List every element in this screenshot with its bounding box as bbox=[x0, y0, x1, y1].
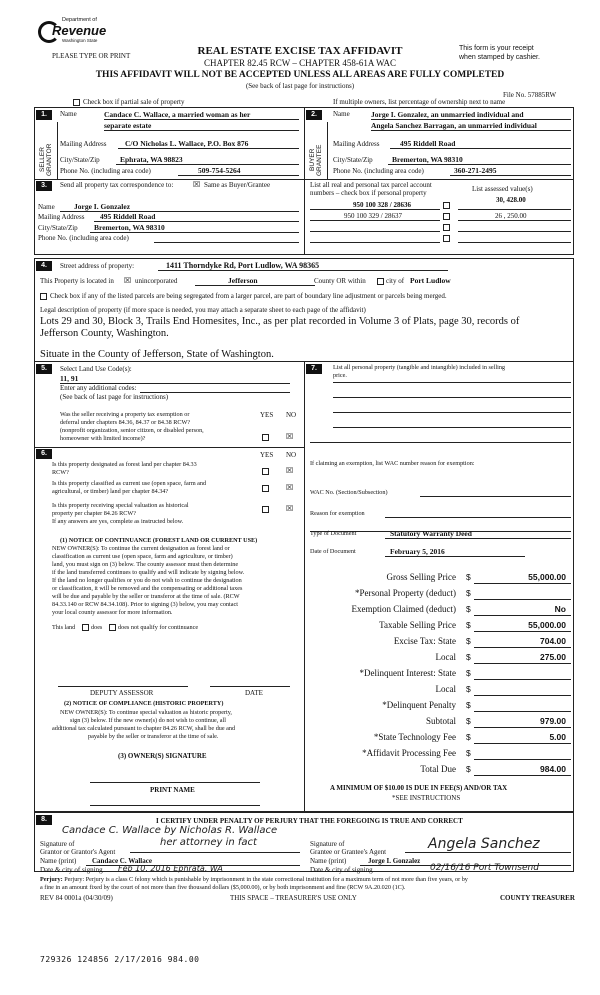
parcel-number: 950 100 328 / 28636 bbox=[353, 201, 411, 209]
sec3-city-label: City/State/Zip bbox=[38, 224, 78, 232]
continuance-text-1: NEW OWNER(S): To continue the current designation as forest land or bbox=[52, 545, 230, 552]
buyer-name-line-2: Angela Sanchez Barragan, an unmarried individual bbox=[371, 121, 537, 130]
currency-sign: $ bbox=[466, 668, 471, 678]
form-warning: THIS AFFIDAVIT WILL NOT BE ACCEPTED UNLESS ALL AREAS ARE FULLY COMPLETED bbox=[95, 70, 505, 80]
currency-sign: $ bbox=[466, 636, 471, 646]
total-row-label: Excise Tax: State bbox=[393, 636, 456, 646]
perjury-text-1-body: Perjury: Perjury is a class C felony which is punishable by imprisonment in the state correctional institution for a maximum term of not more than five years, or by bbox=[64, 876, 468, 883]
logo-revenue-text: Revenue bbox=[52, 23, 107, 38]
land-does-not-checkbox[interactable] bbox=[109, 624, 116, 631]
buyer-mail-label: Mailing Address bbox=[333, 140, 380, 148]
currency-sign: $ bbox=[466, 732, 471, 742]
currency-sign: $ bbox=[466, 684, 471, 694]
seller-mail-label: Mailing Address bbox=[60, 140, 107, 148]
total-row-underline bbox=[474, 599, 571, 600]
total-row-underline bbox=[474, 583, 571, 584]
grantor-signature: Candace C. Wallace by Nicholas R. Wallace bbox=[62, 825, 278, 836]
same-as-buyer-checkbox[interactable]: ☒ bbox=[193, 180, 201, 189]
total-row-underline bbox=[474, 631, 571, 632]
total-row-underline bbox=[474, 679, 571, 680]
continuance-text-2: classification as current use (open space, farm and agriculture, or timber) bbox=[52, 553, 233, 560]
continuance-title: (1) NOTICE OF CONTINUANCE (FOREST LAND OR CURRENT USE) bbox=[60, 537, 258, 544]
forest-land-question-1: Is this property designated as forest land per chapter 84.33 bbox=[52, 461, 197, 468]
total-row-label: *Personal Property (deduct) bbox=[355, 588, 456, 598]
buyer-name-label: Name bbox=[333, 110, 350, 118]
total-row-underline bbox=[474, 759, 571, 760]
total-row-label: Local bbox=[435, 652, 456, 662]
total-row-underline bbox=[474, 615, 571, 616]
owner-signature-label: (3) OWNER(S) SIGNATURE bbox=[118, 752, 207, 760]
buyer-name-line-1: Jorge I. Gonzalez, an unmarried individual and bbox=[371, 110, 524, 119]
land-does-checkbox[interactable] bbox=[82, 624, 89, 631]
please-type-label: PLEASE TYPE OR PRINT bbox=[52, 52, 131, 60]
certify-statement: I CERTIFY UNDER PENALTY OF PERJURY THAT THE FOREGOING IS TRUE AND CORRECT bbox=[156, 817, 463, 825]
logo-dept-text: Department of bbox=[62, 17, 97, 23]
continuance-text-9: your local county assessor for more information. bbox=[52, 609, 173, 616]
grantor-signature-attorney: her attorney in fact bbox=[160, 837, 257, 848]
sec6-yes-header: YES bbox=[260, 451, 274, 459]
send-correspondence-label: Send all property tax correspondence to: bbox=[60, 181, 174, 189]
seller-city: Ephrata, WA 98823 bbox=[120, 155, 183, 164]
personal-property-label-2: price. bbox=[333, 372, 347, 379]
exemption-yes-checkbox[interactable] bbox=[262, 434, 269, 441]
total-row-underline bbox=[474, 647, 571, 648]
historic-text-1: NEW OWNER(S): To continue special valuation as historic property, bbox=[60, 709, 232, 716]
county-treasurer-label: COUNTY TREASURER bbox=[500, 894, 575, 902]
file-number: File No. 57885RW bbox=[503, 91, 557, 99]
total-row-value: 5.00 bbox=[549, 732, 566, 742]
historic-text-4: payable by the seller or transferor at the time of sale. bbox=[88, 733, 219, 740]
sec5-no-header: NO bbox=[286, 411, 297, 419]
parcel-number: 950 100 329 / 28637 bbox=[344, 212, 402, 220]
current-use-question-2: agricultural, or timber) land per chapter 84.34? bbox=[52, 488, 169, 495]
current-use-no-checkbox[interactable]: ☒ bbox=[286, 483, 294, 492]
sec6-no-header: NO bbox=[286, 451, 297, 459]
unincorporated-label: unincorporated bbox=[135, 277, 178, 285]
historic-text-2: sign (3) below. If the new owner(s) do not wish to continue, all bbox=[70, 717, 226, 724]
revenue-logo bbox=[38, 16, 107, 46]
currency-sign: $ bbox=[466, 764, 471, 774]
answers-yes-note: If any answers are yes, complete as instructed below. bbox=[52, 518, 184, 525]
personal-property-label-1: List all personal property (tangible and intangible) included in selling bbox=[333, 364, 506, 371]
buyer-city: Bremerton, WA 98310 bbox=[392, 155, 463, 164]
total-row-label: Taxable Selling Price bbox=[379, 620, 456, 630]
sec3-city: Bremerton, WA 98310 bbox=[94, 223, 165, 232]
sec3-mail-label: Mailing Address bbox=[38, 213, 85, 221]
total-row-underline bbox=[474, 695, 571, 696]
sec3-phone-label: Phone No. (including area code) bbox=[38, 234, 129, 242]
document-date: February 5, 2016 bbox=[390, 547, 445, 556]
seller-name-line-1: Candace C. Wallace, a married woman as her bbox=[104, 110, 251, 119]
located-in-label: This Property is located in bbox=[40, 277, 114, 285]
section-7-number: 7. bbox=[306, 364, 322, 374]
document-type: Statutory Warranty Deed bbox=[390, 529, 472, 538]
continuance-text-7: will be due and payable by the seller or transferor at the time of sale. (RCW bbox=[52, 593, 240, 600]
grantor-name: Candace C. Wallace bbox=[92, 857, 152, 865]
exemption-question-1: Was the seller receiving a property tax exemption or bbox=[60, 411, 190, 418]
section-6-number: 6. bbox=[36, 449, 52, 459]
historic-notice-title: (2) NOTICE OF COMPLIANCE (HISTORIC PROPERTY) bbox=[64, 700, 224, 707]
currency-sign: $ bbox=[466, 572, 471, 582]
legal-description-line-3: Situate in the County of Jefferson, State of Washington. bbox=[40, 349, 274, 360]
parcel-list-label-1: List all real and personal tax parcel account bbox=[310, 181, 432, 189]
continuance-text-5: If the land no longer qualifies or you do not wish to continue the designation bbox=[52, 577, 242, 584]
section-3-number: 3. bbox=[36, 181, 52, 191]
grantor-name-label: Name (print) bbox=[40, 857, 77, 865]
total-row-value: 55,000.00 bbox=[528, 572, 566, 582]
additional-codes-note: (See back of last page for instructions) bbox=[60, 393, 169, 401]
sec3-name: Jorge I. Gonzalez bbox=[74, 202, 131, 211]
total-row-underline bbox=[474, 743, 571, 744]
grantee-signature: Angela Sanchez bbox=[428, 836, 540, 852]
buyer-phone-label: Phone No. (including area code) bbox=[333, 167, 424, 175]
see-back-note: (See back of last page for instructions) bbox=[245, 82, 355, 90]
total-row-underline bbox=[474, 711, 571, 712]
continuance-text-4: if the land transferred continues to qualify and will indicate by signing below. bbox=[52, 569, 245, 576]
historic-no-checkbox[interactable]: ☒ bbox=[286, 504, 294, 513]
total-row-label: *State Technology Fee bbox=[373, 732, 456, 742]
seller-phone: 509-754-5264 bbox=[198, 166, 241, 175]
personal-property-checkbox[interactable] bbox=[443, 213, 450, 220]
grantor-date-city: Feb 10, 2016 Ephrata, WA bbox=[118, 864, 223, 873]
assessed-value: 30, 428.00 bbox=[496, 196, 526, 204]
total-row-value: 979.00 bbox=[540, 716, 566, 726]
city-of-checkbox[interactable] bbox=[377, 278, 384, 285]
total-row-label: Total Due bbox=[420, 764, 456, 774]
section-1-number: 1. bbox=[36, 110, 52, 120]
seller-name-line-2: separate estate bbox=[104, 121, 152, 130]
total-row-value: No bbox=[554, 604, 566, 614]
section-8-number: 8. bbox=[36, 815, 52, 825]
grantee-date-label: Date & city of signing bbox=[310, 866, 373, 874]
deputy-date-label: DATE bbox=[245, 689, 263, 697]
form-title: REAL ESTATE EXCISE TAX AFFIDAVIT bbox=[197, 45, 403, 57]
reason-exemption-label: Reason for exemption bbox=[310, 510, 365, 517]
total-row-value: 55,000.00 bbox=[528, 620, 566, 630]
document-type-label: Type of Document bbox=[310, 530, 357, 537]
treasurer-stamp: 729326 124856 2/17/2016 984.00 bbox=[40, 955, 200, 964]
seller-city-label: City/State/Zip bbox=[60, 156, 100, 164]
grantee-name-label: Name (print) bbox=[310, 857, 347, 865]
total-row-value: 984.00 bbox=[540, 764, 566, 774]
total-row-value: 704.00 bbox=[540, 636, 566, 646]
continuance-text-8: 84.33.140 or RCW 84.34.108). Prior to signing (3) below, you may contact bbox=[52, 601, 238, 608]
segregated-label: Check box if any of the listed parcels are being segregated from a larger parcel, are part of boundary line adjustment or parcels being merged. bbox=[50, 292, 447, 300]
continuance-text-3: land, you must sign on (3) below. The county assessor must then determine bbox=[52, 561, 239, 568]
legal-description-line-1: Lots 29 and 30, Block 3, Trails End Homesites, Inc., as per plat recorded in Volume 3 of Plats, page 30, records of bbox=[40, 316, 520, 327]
segregated-checkbox[interactable] bbox=[40, 293, 47, 300]
grantee-sig-label: Signature of bbox=[310, 840, 345, 848]
parcel-list-label-2: numbers – check box if personal property bbox=[310, 189, 427, 197]
land-does-label: does bbox=[91, 624, 103, 631]
perjury-text-2: a fine in an amount fixed by the court of not more than five thousand dollars ($5,000.00), or by both imprisonment and fine (RCW 9A.20.020 (1C). bbox=[40, 884, 406, 891]
total-row-label: Exemption Claimed (deduct) bbox=[351, 604, 456, 614]
currency-sign: $ bbox=[466, 716, 471, 726]
grantor-date-label: Date & city of signing bbox=[40, 866, 103, 874]
seller-phone-label: Phone No. (including area code) bbox=[60, 167, 151, 175]
total-row-label: *Delinquent Penalty bbox=[382, 700, 456, 710]
exemption-question-4: homeowner with limited income)? bbox=[60, 435, 146, 442]
buyer-mail: 495 Riddell Road bbox=[400, 139, 456, 148]
forest-land-question-2: RCW? bbox=[52, 469, 69, 476]
logo-state-text: Washington State bbox=[62, 38, 98, 43]
city-of-label: city of bbox=[386, 277, 405, 285]
multiple-owners-label: If multiple owners, list percentage of ownership next to name bbox=[333, 98, 506, 106]
currency-sign: $ bbox=[466, 604, 471, 614]
total-row-underline bbox=[474, 727, 571, 728]
form-subtitle: CHAPTER 82.45 RCW – CHAPTER 458-61A WAC bbox=[204, 58, 396, 68]
unincorporated-checkbox[interactable]: ☒ bbox=[124, 276, 132, 285]
grantee-name: Jorge I. Gonzalez bbox=[368, 857, 421, 865]
document-date-label: Date of Document bbox=[310, 548, 356, 555]
county-name: Jefferson bbox=[228, 276, 258, 285]
exemption-question-2: deferral under chapters 84.36, 84.37 or 84.38 RCW? bbox=[60, 419, 191, 426]
buyer-side-label: BUYER GRANTEE bbox=[309, 144, 323, 176]
this-land-label: This land bbox=[52, 624, 76, 631]
legal-description-label: Legal description of property (if more space is needed, you may attach a separate sheet to each page of the affidavit) bbox=[40, 306, 366, 314]
assessed-values-label: List assessed value(s) bbox=[472, 185, 533, 193]
section-2-number: 2. bbox=[306, 110, 322, 120]
print-name-label: PRINT NAME bbox=[150, 786, 195, 794]
total-row-label: *Delinquent Interest: State bbox=[359, 668, 456, 678]
county-label: County OR within bbox=[314, 277, 366, 285]
perjury-text-1: Perjury: Perjury: Perjury is a class C felony which is punishable by imprisonment in the state correctional institution for a maximum term of not more than five years, or by bbox=[40, 876, 468, 883]
section-5-number: 5. bbox=[36, 364, 52, 374]
forest-land-no-checkbox[interactable]: ☒ bbox=[286, 466, 294, 475]
same-as-buyer-label: Same as Buyer/Grantee bbox=[204, 181, 271, 189]
currency-sign: $ bbox=[466, 748, 471, 758]
currency-sign: $ bbox=[466, 652, 471, 662]
section-4-number: 4. bbox=[36, 261, 52, 271]
seller-name-label: Name bbox=[60, 110, 77, 118]
total-row-label: Local bbox=[435, 684, 456, 694]
current-use-yes-checkbox[interactable] bbox=[262, 485, 269, 492]
current-use-question-1: Is this property classified as current use (open space, farm and bbox=[52, 480, 207, 487]
grantor-sig-label: Signature of bbox=[40, 840, 75, 848]
currency-sign: $ bbox=[466, 620, 471, 630]
land-use-label: Select Land Use Code(s): bbox=[60, 365, 132, 373]
continuance-text-6: or classification, it will be removed and the compensating or additional taxes bbox=[52, 585, 243, 592]
currency-sign: $ bbox=[466, 588, 471, 598]
form-revision: REV 84 0001a (04/30/09) bbox=[40, 894, 113, 902]
total-row-label: Gross Selling Price bbox=[386, 572, 456, 582]
minimum-fee-note: A MINIMUM OF $10.00 IS DUE IN FEE(S) AND/OR TAX bbox=[330, 784, 508, 792]
personal-property-checkbox[interactable] bbox=[443, 202, 450, 209]
personal-property-checkbox[interactable] bbox=[443, 235, 450, 242]
seller-mail: C/O Nicholas L. Wallace, P.O. Box 876 bbox=[125, 139, 249, 148]
total-row-underline bbox=[474, 775, 571, 776]
grantee-date-city: 02/16/16 Port Townsend bbox=[430, 863, 539, 873]
see-instructions-note: *SEE INSTRUCTIONS bbox=[392, 794, 461, 802]
total-row-value: 275.00 bbox=[540, 652, 566, 662]
treasurer-space-label: THIS SPACE – TREASURER'S USE ONLY bbox=[230, 894, 357, 902]
historic-yes-checkbox[interactable] bbox=[262, 506, 269, 513]
land-does-not-label: does not qualify for continuance bbox=[118, 624, 199, 631]
historic-text-3: additional tax calculated pursuant to chapter 84.26 RCW, shall be due and bbox=[52, 725, 236, 732]
historic-question-1: Is this property receiving special valuation as historical bbox=[52, 502, 189, 509]
total-row-label: Subtotal bbox=[425, 716, 456, 726]
sec3-name-label: Name bbox=[38, 203, 55, 211]
partial-sale-label: Check box if partial sale of property bbox=[83, 98, 185, 106]
grantee-agent-label: Grantee or Grantee's Agent bbox=[310, 848, 387, 856]
forest-land-yes-checkbox[interactable] bbox=[262, 468, 269, 475]
street-label: Street address of property: bbox=[60, 262, 135, 270]
property-street: 1411 Thorndyke Rd, Port Ludlow, WA 98365 bbox=[166, 261, 320, 270]
receipt-note-1: This form is your receipt bbox=[459, 45, 534, 52]
total-row-label: *Affidavit Processing Fee bbox=[362, 748, 456, 758]
additional-codes-label: Enter any additional codes: bbox=[60, 384, 137, 392]
grantor-agent-label: Grantor or Grantor's Agent bbox=[40, 848, 116, 856]
exemption-question-3: (nonprofit organization, senior citizen, or disabled person, bbox=[60, 427, 204, 434]
land-use-codes: 11, 91 bbox=[60, 374, 79, 383]
currency-sign: $ bbox=[466, 700, 471, 710]
seller-side-label: SELLER GRANTOR bbox=[39, 143, 53, 177]
personal-property-checkbox[interactable] bbox=[443, 224, 450, 231]
receipt-note-2: when stamped by cashier. bbox=[459, 54, 540, 61]
legal-description-line-2: Jefferson County, Washington. bbox=[40, 328, 169, 339]
exemption-claim-label: If claiming an exemption, list WAC number reason for exemption: bbox=[310, 460, 475, 467]
sec5-yes-header: YES bbox=[260, 411, 274, 419]
buyer-city-label: City/State/Zip bbox=[333, 156, 373, 164]
exemption-no-checkbox[interactable]: ☒ bbox=[286, 432, 294, 441]
assessed-value: 26 , 250.00 bbox=[495, 212, 527, 220]
partial-sale-checkbox[interactable] bbox=[73, 99, 80, 106]
wac-number-label: WAC No. (Section/Subsection) bbox=[310, 489, 388, 496]
city-of-name: Port Ludlow bbox=[410, 276, 451, 285]
buyer-phone: 360-271-2495 bbox=[454, 166, 497, 175]
deputy-assessor-label: DEPUTY ASSESSOR bbox=[90, 689, 154, 697]
sec3-mail: 495 Riddell Road bbox=[100, 212, 156, 221]
total-row-underline bbox=[474, 663, 571, 664]
historic-question-2: property per chapter 84.26 RCW? bbox=[52, 510, 137, 517]
